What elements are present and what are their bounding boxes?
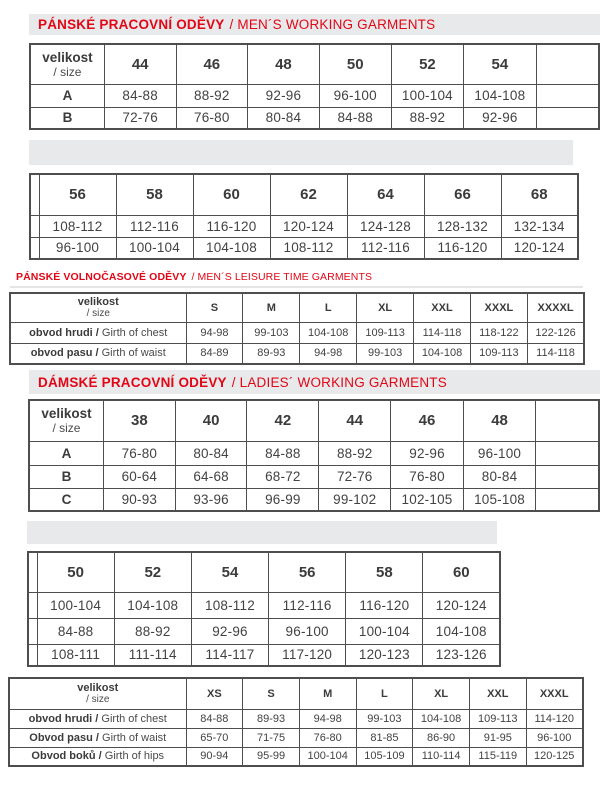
value-cell: 96-100 [319,84,391,107]
size-header-cell: XXL [469,678,526,709]
value-cell: 96-100 [39,237,116,259]
size-header-cell: 58 [116,174,193,215]
size-header-cell: XXXXL [527,293,584,322]
value-cell: 109-113 [470,343,527,364]
clipped-cell [536,400,599,441]
size-header-cell: 60 [193,174,270,215]
size-header-cell: 50 [319,44,391,84]
value-cell: 96-100 [269,618,346,644]
corner-header-cell: velikost / size [10,293,186,322]
ladies-working-title-bar [29,370,600,394]
value-cell: 68-72 [247,465,319,488]
row-label-cell: obvod hrudi / Girth of chest [9,709,186,728]
value-cell: 105-108 [463,488,536,511]
value-cell: 122-126 [527,322,584,343]
value-cell: 84-88 [37,618,114,644]
clipped-cell [536,441,599,465]
size-header-cell: 48 [248,44,320,84]
men-working-title-cz: PÁNSKÉ PRACOVNÍ ODĚVY [38,17,225,32]
men-leisure-title [16,271,372,283]
value-cell: 120-123 [346,644,423,666]
value-cell: 94-98 [186,322,243,343]
value-cell: 60-64 [103,465,175,488]
value-cell: 114-118 [414,322,471,343]
sliver-cell [30,215,39,237]
value-cell: 108-112 [191,592,268,618]
value-cell: 120-125 [526,747,583,766]
row-label-cell: C [29,488,103,511]
value-cell: 104-108 [423,618,500,644]
size-header-cell: 64 [347,174,424,215]
size-header-cell: XL [357,293,414,322]
size-header-cell: 38 [103,400,175,441]
value-cell: 124-128 [347,215,424,237]
row-label-cell: A [29,441,103,465]
value-cell: 92-96 [464,107,536,129]
row-label-cell: Obvod boků / Girth of hips [9,747,186,766]
sliver-cell [28,592,37,618]
value-cell: 84-88 [186,709,243,728]
value-cell: 100-104 [346,618,423,644]
size-header-cell: 46 [176,44,248,84]
ladies-working-divider-bar [27,521,497,544]
clipped-cell [536,107,599,129]
sliver-cell [30,174,39,215]
value-cell: 132-134 [501,215,578,237]
men-working-title [38,17,435,32]
value-cell: 76-80 [103,441,175,465]
clipped-cell [536,465,599,488]
value-cell: 94-98 [299,709,356,728]
value-cell: 116-120 [424,237,501,259]
value-cell: 90-93 [103,488,175,511]
value-cell: 96-100 [526,728,583,747]
value-cell: 100-104 [116,237,193,259]
value-cell: 104-108 [193,237,270,259]
value-cell: 116-120 [346,592,423,618]
size-header-cell: 48 [463,400,536,441]
value-cell: 117-120 [269,644,346,666]
corner-header-cell: velikost / size [29,400,103,441]
value-cell: 115-119 [469,747,526,766]
value-cell: 108-112 [270,237,347,259]
value-cell: 120-124 [270,215,347,237]
men-leisure-title-rule [10,286,583,288]
ladies-measurements-table [8,677,584,767]
size-header-cell: 56 [39,174,116,215]
size-header-cell: 54 [464,44,536,84]
men-working-sizes-table-2 [29,173,579,260]
value-cell: 72-76 [319,465,391,488]
value-cell: 108-111 [37,644,114,666]
size-header-cell: 44 [104,44,176,84]
size-header-cell: 50 [37,552,114,592]
value-cell: 76-80 [176,107,248,129]
row-label-cell: obvod pasu / Girth of waist [10,343,186,364]
men-leisure-title-cz: PÁNSKÉ VOLNOČASOVÉ ODĚVY [16,271,187,283]
size-header-cell: XXXL [526,678,583,709]
value-cell: 99-103 [356,709,413,728]
value-cell: 100-104 [391,84,463,107]
value-cell: 92-96 [191,618,268,644]
clipped-cell [536,44,599,84]
value-cell: 109-113 [357,322,414,343]
value-cell: 89-93 [243,343,300,364]
value-cell: 104-108 [114,592,191,618]
value-cell: 84-88 [247,441,319,465]
men-working-title-bar [29,14,600,35]
value-cell: 118-122 [470,322,527,343]
value-cell: 90-94 [186,747,243,766]
sliver-cell [28,618,37,644]
size-header-cell: 52 [114,552,191,592]
value-cell: 108-112 [39,215,116,237]
value-cell: 81-85 [356,728,413,747]
ladies-working-table-1-clip [28,399,600,512]
clipped-cell [536,84,599,107]
value-cell: 104-108 [414,343,471,364]
size-header-cell: S [243,678,300,709]
size-header-cell: XXL [414,293,471,322]
value-cell: 100-104 [299,747,356,766]
ladies-working-title [38,375,447,390]
size-header-cell: 46 [391,400,464,441]
row-label-cell: obvod hrudi / Girth of chest [10,322,186,343]
size-header-cell: 44 [319,400,391,441]
value-cell: 114-117 [191,644,268,666]
value-cell: 92-96 [248,84,320,107]
value-cell: 71-75 [243,728,300,747]
size-header-cell: XXXL [470,293,527,322]
ladies-working-sizes-table-2 [27,551,501,667]
value-cell: 88-92 [391,107,463,129]
sliver-cell [28,552,37,592]
value-cell: 112-116 [347,237,424,259]
size-header-cell: 58 [346,552,423,592]
value-cell: 72-76 [104,107,176,129]
value-cell: 104-108 [464,84,536,107]
value-cell: 99-103 [357,343,414,364]
ladies-working-title-en: / LADIES´ WORKING GARMENTS [231,374,447,390]
row-label-cell: B [30,107,104,129]
value-cell: 76-80 [391,465,464,488]
value-cell: 105-109 [356,747,413,766]
value-cell: 91-95 [469,728,526,747]
men-leisure-title-en: / MEN´S LEISURE TIME GARMENTS [191,271,373,283]
value-cell: 109-113 [469,709,526,728]
men-working-table-1-clip [29,43,600,130]
value-cell: 88-92 [176,84,248,107]
row-label-cell: Obvod pasu / Girth of waist [9,728,186,747]
value-cell: 76-80 [299,728,356,747]
size-header-cell: 60 [423,552,500,592]
value-cell: 102-105 [391,488,464,511]
value-cell: 96-100 [463,441,536,465]
value-cell: 99-102 [319,488,391,511]
sliver-cell [28,644,37,666]
value-cell: 104-108 [413,709,470,728]
size-header-cell: S [186,293,243,322]
size-header-cell: 62 [270,174,347,215]
size-header-cell: XS [186,678,243,709]
value-cell: 111-114 [114,644,191,666]
row-label-cell: B [29,465,103,488]
men-leisure-table [9,292,585,365]
value-cell: 110-114 [413,747,470,766]
value-cell: 88-92 [319,441,391,465]
size-header-cell: 54 [191,552,268,592]
size-header-cell: L [356,678,413,709]
row-label-cell: A [30,84,104,107]
value-cell: 84-88 [104,84,176,107]
value-cell: 96-99 [247,488,319,511]
size-header-cell: M [299,678,356,709]
size-header-cell: 42 [247,400,319,441]
value-cell: 80-84 [463,465,536,488]
men-working-sizes-table-1 [29,43,600,130]
value-cell: 86-90 [413,728,470,747]
sliver-cell [30,237,39,259]
value-cell: 120-124 [501,237,578,259]
ladies-working-sizes-table-1 [28,399,600,512]
value-cell: 94-98 [300,343,357,364]
size-header-cell: 52 [391,44,463,84]
value-cell: 64-68 [175,465,247,488]
value-cell: 114-120 [526,709,583,728]
size-header-cell: 56 [269,552,346,592]
value-cell: 65-70 [186,728,243,747]
value-cell: 95-99 [243,747,300,766]
corner-header-cell: velikost / size [30,44,104,84]
size-header-cell: XL [413,678,470,709]
value-cell: 80-84 [175,441,247,465]
value-cell: 88-92 [114,618,191,644]
value-cell: 92-96 [391,441,464,465]
value-cell: 80-84 [248,107,320,129]
corner-header-cell: velikost / size [9,678,186,709]
size-header-cell: 40 [175,400,247,441]
value-cell: 99-103 [243,322,300,343]
clipped-cell [536,488,599,511]
size-header-cell: 66 [424,174,501,215]
value-cell: 116-120 [193,215,270,237]
value-cell: 84-89 [186,343,243,364]
value-cell: 104-108 [300,322,357,343]
size-header-cell: M [243,293,300,322]
value-cell: 100-104 [37,592,114,618]
men-working-divider-bar [29,140,573,165]
value-cell: 120-124 [423,592,500,618]
value-cell: 112-116 [116,215,193,237]
value-cell: 112-116 [269,592,346,618]
size-header-cell: L [300,293,357,322]
value-cell: 93-96 [175,488,247,511]
value-cell: 84-88 [319,107,391,129]
size-header-cell: 68 [501,174,578,215]
value-cell: 128-132 [424,215,501,237]
value-cell: 123-126 [423,644,500,666]
value-cell: 114-118 [527,343,584,364]
ladies-working-title-cz: DÁMSKÉ PRACOVNÍ ODĚVY [38,374,227,390]
men-working-title-en: / MEN´S WORKING GARMENTS [229,17,436,32]
value-cell: 89-93 [243,709,300,728]
